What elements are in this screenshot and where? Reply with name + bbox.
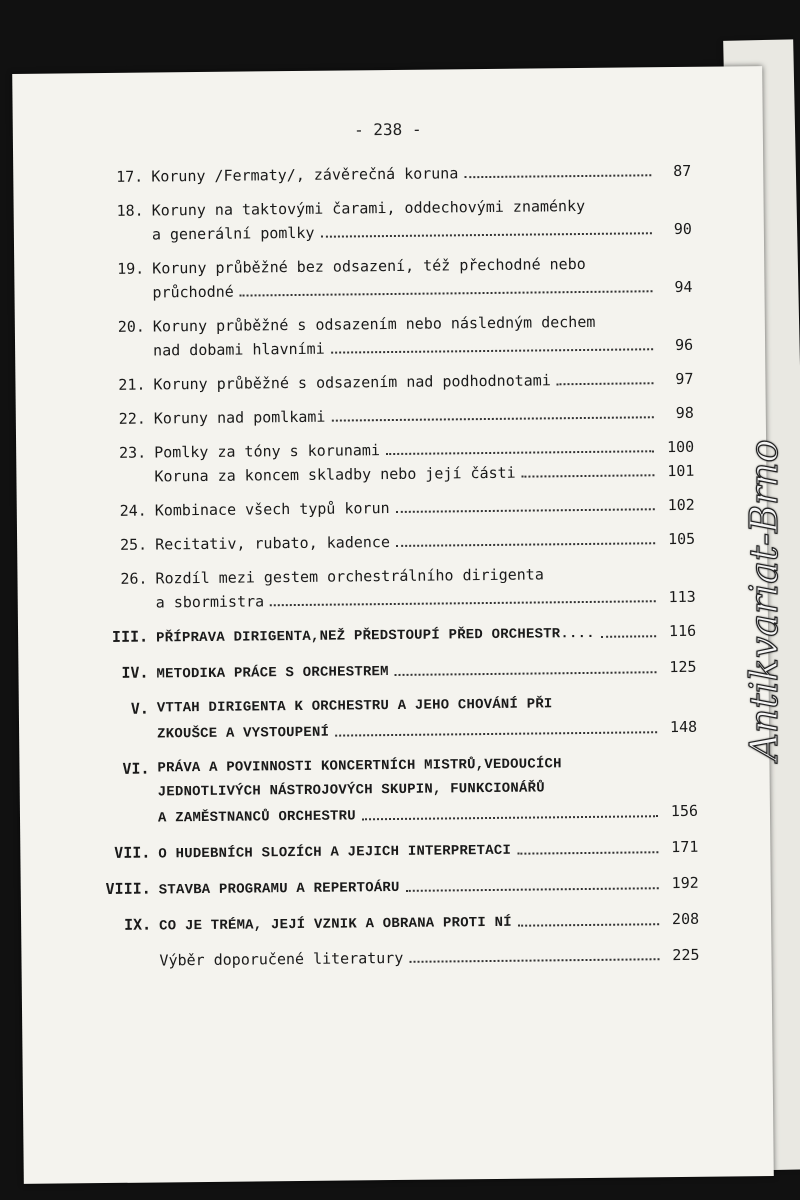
toc-entry [93,309,693,363]
toc-entry-body [154,435,694,489]
toc-entry-body [157,691,697,747]
toc-entry-title: Kombinace všech typů korun [154,499,390,520]
toc-entry-title: PŘÍPRAVA DIRIGENTA,NEŽ PŘEDSTOUPÍ PŘED ORCHESTR.... [156,625,595,647]
toc-entry-title: Výběr doporučené literatury [159,948,404,970]
toc-page-number: 101 [667,461,695,481]
dot-leader [396,508,655,513]
toc-entry-title: Koruny /Fermaty/, závěrečná koruna [151,164,459,186]
toc-entry-title: Rozdíl mezi gestem orchestrálního dirigenta [155,565,544,588]
dot-leader [331,348,653,353]
watermark [734,440,794,760]
toc-entry-body [158,835,698,867]
toc-entry-number: IV. [121,663,149,682]
toc-page-number: 171 [671,837,699,857]
toc-entry [94,435,694,489]
toc-entry-body [154,401,694,431]
toc-entry-title: A ZAMĚSTNANCŮ ORCHESTRU [157,808,356,827]
toc-entry-number: 25. [119,535,148,554]
document-page [12,66,774,1184]
toc-entry [93,367,693,397]
table-of-contents [91,159,700,983]
toc-page-number: 156 [670,801,699,821]
toc-entry-number: III. [111,627,149,646]
toc-line [156,585,696,615]
toc-entry-body [157,751,698,831]
toc-entry-title: PRÁVA A POVINNOSTI KONCERTNÍCH MISTRŮ,VEDOUCÍCH [157,756,562,777]
toc-line [159,943,699,973]
toc-entry-body [156,619,696,651]
toc-page-number: 225 [672,945,700,965]
toc-entry-number: 18. [116,201,144,220]
toc-entry-number [99,948,159,949]
toc-line [153,367,693,397]
toc-entry-body [153,367,693,397]
toc-entry [95,527,695,557]
toc-entry-body [155,561,695,615]
toc-entry-body [159,871,699,903]
dot-leader [320,232,651,237]
toc-entry-title: VTTAH DIRIGENTA K ORCHESTRU A JEHO CHOVÁNÍ PŘI [156,696,553,717]
toc-line [156,619,696,651]
toc-line [155,527,695,557]
toc-page-number: 87 [673,161,692,181]
toc-page-number: 100 [666,437,695,457]
toc-entry [94,401,694,431]
toc-line [151,159,691,189]
toc-entry-title: Koruna za koncem skladby nebo její části [154,463,516,486]
toc-page-number: 90 [673,219,692,239]
page-number: - 238 - [353,119,422,140]
toc-line [153,333,693,363]
toc-entry-number: VIII. [105,879,151,899]
toc-entry-number: 24. [119,501,147,520]
toc-page-number: 116 [668,621,697,641]
toc-entry-number: IX. [123,915,152,934]
toc-entry-body [159,907,699,939]
toc-entry-body [151,159,691,189]
toc-line [152,217,692,247]
toc-page-number: 125 [669,657,697,677]
dot-leader [395,671,657,676]
toc-entry [92,251,692,305]
toc-page-number: 96 [674,335,694,355]
toc-entry-title: O HUDEBNÍCH SLOZÍCH A JEJICH INTERPRETACI [158,842,512,863]
toc-entry [98,835,698,867]
toc-entry-number: VII. [114,843,151,862]
toc-entry-body [155,493,695,523]
toc-entry-title: Koruny nad pomlkami [153,407,326,428]
toc-entry-title: a sbormistra [155,592,265,612]
toc-line [152,275,692,305]
dot-leader [240,290,653,296]
toc-page-number: 98 [675,403,694,423]
dot-leader [409,958,659,963]
toc-entry [95,493,695,523]
toc-entry-number: 17. [116,167,144,186]
toc-entry-title: ZKOUŠCE A VYSTOUPENÍ [157,724,330,743]
toc-entry-number: VI. [122,759,150,778]
dot-leader [396,542,655,547]
toc-entry [96,619,696,651]
toc-page-number: 148 [669,717,698,737]
dot-leader [386,450,654,455]
dot-leader [518,923,659,926]
toc-entry [95,561,695,615]
toc-line [155,493,695,523]
toc-entry-body [155,527,695,557]
dot-leader [331,416,653,421]
dot-leader [517,851,658,854]
toc-entry-title: METODIKA PRÁCE S ORCHESTREM [156,664,389,683]
dot-leader [362,815,658,820]
toc-line [154,459,694,489]
toc-page-number: 192 [671,873,699,893]
dot-leader [601,635,656,638]
toc-entry [91,159,691,189]
toc-entry [99,871,699,903]
toc-entry-title: nad dobami hlavními [153,339,325,360]
dot-leader [522,474,655,477]
toc-entry-title: JEDNOTLIVÝCH NÁSTROJOVÝCH SKUPIN, FUNKCIONÁŘŮ [157,780,545,801]
toc-entry [96,655,696,687]
toc-entry-body [156,655,696,687]
toc-entry-body [152,251,692,305]
toc-entry-title: Pomlky za tóny s korunami [154,441,381,462]
toc-entry-title: Koruny na taktovými čarami, oddechovými znaménky [151,196,586,220]
toc-line [154,401,694,431]
dot-leader [557,382,654,385]
toc-entry-title: průchodné [152,282,234,302]
toc-entry-number: V. [130,699,149,718]
toc-page-number: 102 [667,495,695,515]
toc-entry [97,691,697,747]
dot-leader [335,731,657,736]
dot-leader [406,887,659,892]
toc-entry-body [159,943,699,973]
toc-entry-body [152,193,692,247]
toc-line [156,655,696,687]
toc-entry [97,751,698,831]
toc-page-number: 105 [667,529,696,549]
toc-entry-title: CO JE TRÉMA, JEJÍ VZNIK A OBRANA PROTI NÍ [159,914,512,935]
dot-leader [270,600,656,606]
toc-entry-number: 20. [117,317,145,336]
toc-entry-number: 23. [118,443,147,462]
toc-page-number: 113 [668,587,696,607]
toc-line [159,907,699,939]
toc-entry-body [153,309,693,363]
toc-entry [99,907,699,939]
toc-entry-title: Koruny průběžné s odsazením nebo následným dechem [152,312,596,336]
toc-entry-title: STAVBA PROGRAMU A REPERTOÁRU [158,879,400,899]
toc-entry-title: Koruny průběžné s odsazením nad podhodnotami [153,371,551,394]
toc-entry [92,193,692,247]
toc-entry-title: a generální pomlky [151,223,315,244]
toc-entry-number: 26. [120,569,148,588]
toc-page-number: 94 [674,277,693,297]
toc-entry-number: 22. [118,409,146,428]
watermark-text: Antikvariat-Brno [742,439,786,761]
toc-page-number: 208 [671,909,700,929]
toc-entry-title: Recitativ, rubato, kadence [155,533,391,554]
toc-line [159,871,699,903]
toc-entry [99,943,699,973]
toc-entry-title: Koruny průběžné bez odsazení, též přechodné nebo [152,254,586,278]
toc-entry-number: 19. [117,259,145,278]
dot-leader [464,174,651,178]
toc-page-number: 97 [675,369,694,389]
toc-line [158,835,698,867]
toc-entry-number: 21. [118,375,146,394]
